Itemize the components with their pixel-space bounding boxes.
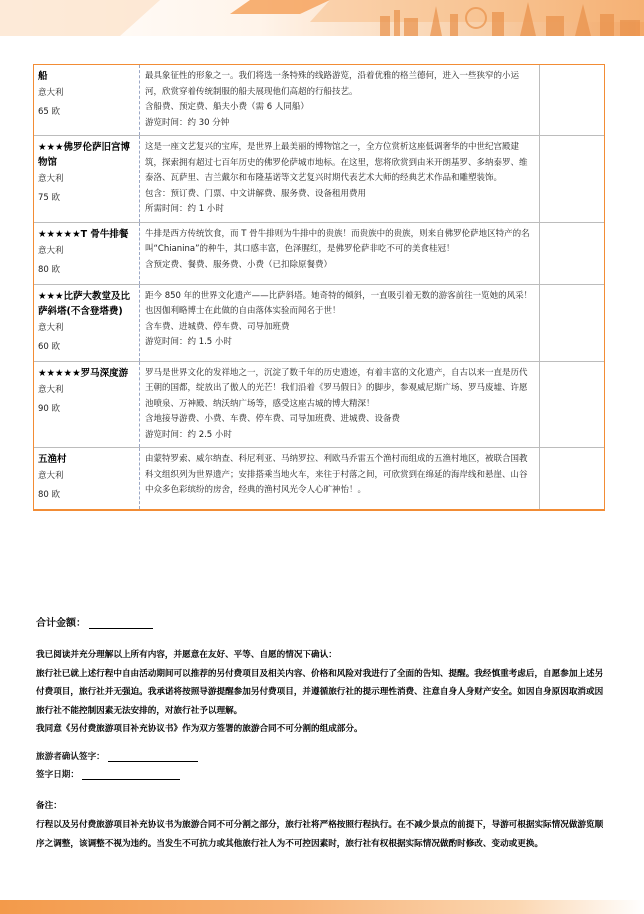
table-row — [34, 362, 604, 449]
tour-info — [34, 285, 140, 361]
duration-text: 游览时间：约 30 分钟 — [145, 117, 230, 128]
tour-name: ★★★★★T 骨牛排餐 — [38, 228, 129, 240]
includes-text: 包含：预订费、门票、中文讲解费、服务费、设备租用费用 — [145, 188, 367, 199]
traveler-signature-field[interactable] — [108, 751, 198, 762]
empty-cell — [540, 65, 602, 135]
notes-text: 行程以及另付费旅游项目补充协议书为旅游合同不可分割之部分，旅行社将严格按照行程执行。在不减少景点的前提下，导游可根据实际情况做游览顺序之调整，该调整不视为违约。当发生不可抗力或其他旅行社人为不可控因素时，旅行社有权根据实际情况做酌时修改、变动或更换。 — [36, 820, 604, 849]
confirm-line-3: 我同意《另付费旅游项目补充协议书》作为双方签署的旅游合同不可分割的组成部分。 — [36, 724, 363, 734]
city-skyline-icon — [0, 0, 644, 36]
tour-description — [140, 223, 540, 284]
includes-text: 含船费、预定费、船夫小费（需 6 人同船） — [145, 102, 309, 112]
tour-price: 80 欧 — [38, 264, 61, 275]
description-text: 最具象征性的形象之一。我们将选一条特殊的线路游览，沿着优雅的格兰德何，进入一些狭窄的小运河，欣赏穿着传统制服的船夫展现他们高超的行船技艺。 — [145, 71, 520, 97]
signature-date — [36, 768, 180, 780]
traveler-signature-label: 旅游者确认签字： — [36, 752, 105, 762]
tour-name: ★★★★★罗马深度游 — [38, 367, 129, 379]
tour-info — [34, 448, 140, 509]
tour-price: 80 欧 — [38, 490, 61, 500]
tour-price: 65 欧 — [38, 107, 61, 117]
tour-country: 意大利 — [38, 174, 64, 184]
notes-title: 备注： — [36, 801, 62, 811]
confirm-line-1: 我已阅读并充分理解以上所有内容，并愿意在友好、平等、自愿的情况下确认： — [36, 650, 337, 660]
duration-text: 所需时间：约 1 小时 — [145, 204, 224, 214]
signature-date-label: 签字日期： — [36, 770, 79, 780]
total-amount — [36, 614, 153, 629]
empty-cell — [540, 285, 602, 361]
confirmation-statement — [36, 646, 604, 739]
footer-decoration — [0, 900, 644, 914]
tour-description — [140, 65, 540, 135]
includes-text: 含地接导游费、小费、车费、停车费、司导加班费、进城费、设备费 — [145, 414, 401, 424]
tour-country: 意大利 — [38, 384, 64, 395]
duration-text: 游览时间：约 2.5 小时 — [145, 429, 232, 440]
total-amount-field[interactable] — [89, 618, 153, 629]
table-row — [34, 448, 604, 509]
tour-country: 意大利 — [38, 471, 64, 481]
description-text: 由蒙特罗索、威尔纳查、科尼利亚、马纳罗拉、利欧马乔雷五个渔村而组成的五渔村地区，被联合国教科文组织列为世界遗产；安排搭乘当地火车，来往于村落之间，可欣赏到在绵延的海岸线和悬崖、山谷中众多色彩缤纷的房舍，经典的渔村风光令人心旷神怡！。 — [145, 454, 528, 495]
tour-description — [140, 448, 540, 509]
tour-price: 90 欧 — [38, 403, 61, 414]
table-row — [34, 136, 604, 223]
description-text: 牛排是西方传统饮食，而 T 骨牛排则为牛排中的贵族！而贵族中的贵族，则来自佛罗伦萨地区特产的名叫“Chianina”的种牛，其口感丰富，色泽腥红，是佛罗伦萨非吃不可的美食桂冠！ — [145, 228, 530, 254]
description-text: 罗马是世界文化的发祥地之一，沉淀了数千年的历史遗迹，有着丰富的文化遗产，自古以来一直是历代王朝的国都，绽放出了傲人的光芒！我们沿着《罗马假日》的脚步，参观威尼斯广场、罗马废墟、许愿池喷泉、万神殿、纳沃纳广场等，感受这座古城的博大精深！ — [145, 367, 528, 409]
header-decoration — [0, 0, 644, 36]
description-text: 距今 850 年的世界文化遗产——比萨斜塔。她奇特的倾斜，一直吸引着无数的游客前往一览她的风采！也因伽利略博士在此做的自由落体实验而闻名于世！ — [145, 290, 533, 316]
empty-cell — [540, 362, 602, 448]
tour-name: 船 — [38, 71, 48, 82]
tour-country: 意大利 — [38, 322, 64, 333]
confirm-line-2: 旅行社已就上述行程中自由活动期间可以推荐的另付费项目及相关内容、价格和风险对我进行了全面的告知、提醒。我经慎重考虑后，自愿参加上述另付费项目，旅行社并无强迫。我承诺将按照导游提醒参加另付费项目，并遵循旅行社的提示理性消费、注意自身人身财产安全。如因自身原因取消或因旅行社不能控制因素无法安排的，对旅行社予以理解。 — [36, 668, 604, 716]
empty-cell — [540, 448, 602, 509]
optional-tours-table — [33, 64, 605, 511]
notes-section — [36, 797, 606, 854]
total-label: 合计金额： — [36, 618, 86, 629]
includes-text: 含车费、进城费、停车费、司导加班费 — [145, 321, 290, 332]
tour-description — [140, 136, 540, 222]
tour-price: 60 欧 — [38, 341, 61, 352]
tour-info — [34, 136, 140, 222]
tour-country: 意大利 — [38, 245, 64, 256]
table-row — [34, 285, 604, 362]
empty-cell — [540, 223, 602, 284]
tour-name: 五渔村 — [38, 454, 67, 465]
tour-description — [140, 285, 540, 361]
includes-text: 含预定费、餐费、服务费、小费（已扣除原餐费） — [145, 259, 333, 270]
tour-price: 75 欧 — [38, 193, 61, 203]
description-text: 这是一座文艺复兴的宝库，是世界上最美丽的博物馆之一，全方位赏析这座低调奢华的中世纪宫殿建筑，探索拥有超过七百年历史的佛罗伦萨城市地标。在这里，您将欣赏到由米开朗基罗、多纳泰罗、维泰洛、瓦萨里、吉兰戴尔和布隆基诺等文艺复兴时期代表艺术大师的经典艺术作品和雕塑装饰。 — [145, 142, 528, 183]
tour-info — [34, 223, 140, 284]
tour-name: ★★★佛罗伦萨旧宫博物馆 — [38, 142, 131, 168]
tour-info — [34, 362, 140, 448]
table-row — [34, 223, 604, 285]
tour-info — [34, 65, 140, 135]
tour-name: ★★★比萨大教堂及比萨斜塔(不含登塔费) — [38, 290, 131, 317]
table-row — [34, 65, 604, 136]
duration-text: 游览时间：约 1.5 小时 — [145, 337, 232, 347]
empty-cell — [540, 136, 602, 222]
tour-description — [140, 362, 540, 448]
tour-country: 意大利 — [38, 88, 64, 98]
traveler-signature — [36, 750, 198, 762]
signature-date-field[interactable] — [82, 769, 180, 780]
